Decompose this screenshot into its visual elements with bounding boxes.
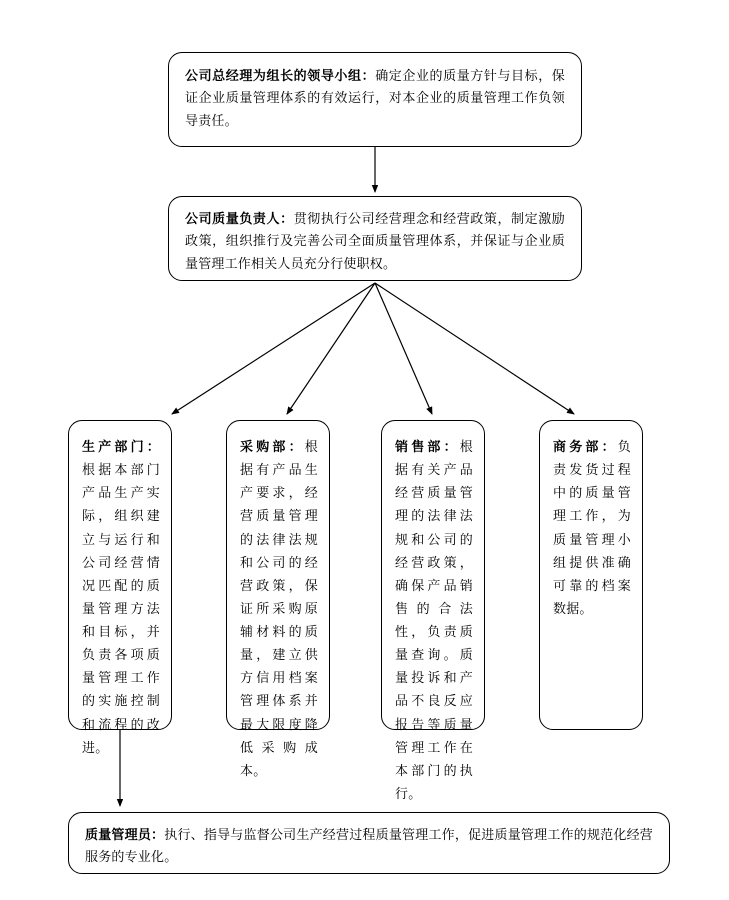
node-department-business-text — [553, 435, 631, 620]
node-department-purchasing-text — [240, 435, 318, 782]
node-department-business — [539, 420, 643, 730]
node-department-production-text — [82, 435, 160, 759]
node-department-purchasing-body: 根据有产品生产要求，经营质量管理的法律法规和公司的经营政策，保证所采购原辅材料的质量，建立供方信用档案管理体系并最大限度降低采购成本。 — [240, 439, 318, 778]
node-qa-officer-body: 执行、指导与监督公司生产经营过程质量管理工作，促进质量管理工作的规范化经营服务的专业化。 — [85, 827, 654, 865]
node-quality-head-body: 贯彻执行公司经营理念和经营政策，制定激励政策，组织推行及完善公司全面质量管理体系，并保证与企业质量管理工作相关人员充分行使职权。 — [185, 211, 565, 271]
node-qa-officer — [68, 812, 670, 874]
node-department-sales — [381, 420, 485, 801]
node-quality-head-title: 公司质量负责人： — [185, 211, 294, 226]
node-department-sales-title: 销售部： — [395, 439, 460, 454]
node-department-purchasing-title: 采购部： — [240, 439, 305, 454]
node-leader-title: 公司总经理为组长的领导小组： — [185, 68, 376, 83]
node-department-sales-text — [395, 435, 473, 805]
node-department-business-title: 商务部： — [553, 439, 618, 454]
node-leader-body: 确定企业的质量方针与目标，保证企业质量管理体系的有效运行，对本企业的质量管理工作负领导责任。 — [185, 68, 565, 128]
node-department-business-body: 负责发货过程中的质量管理工作，为质量管理小组提供准确可靠的档案数据。 — [553, 439, 631, 616]
node-department-production — [68, 420, 172, 755]
node-department-sales-body: 根据有关产品经营质量管理的法律法规和公司的经营政策，确保产品销售的合法性，负责质量查询。质量投诉和产品不良反应报告等质量管理工作在本部门的执行。 — [395, 439, 473, 801]
node-quality-head — [168, 196, 582, 281]
node-leader-text — [185, 65, 565, 132]
node-leader-group — [168, 52, 582, 147]
node-qa-officer-text — [85, 824, 653, 869]
node-department-production-body: 根据本部门产品生产实际，组织建立与运行和公司经营情况匹配的质量管理方法和目标，并负责各项质量管理工作的实施控制和流程的改进。 — [82, 462, 160, 755]
node-qa-officer-title: 质量管理员： — [85, 827, 165, 842]
node-quality-head-text — [185, 208, 565, 275]
node-department-purchasing — [226, 420, 330, 778]
node-department-production-title: 生产部门： — [82, 439, 160, 454]
